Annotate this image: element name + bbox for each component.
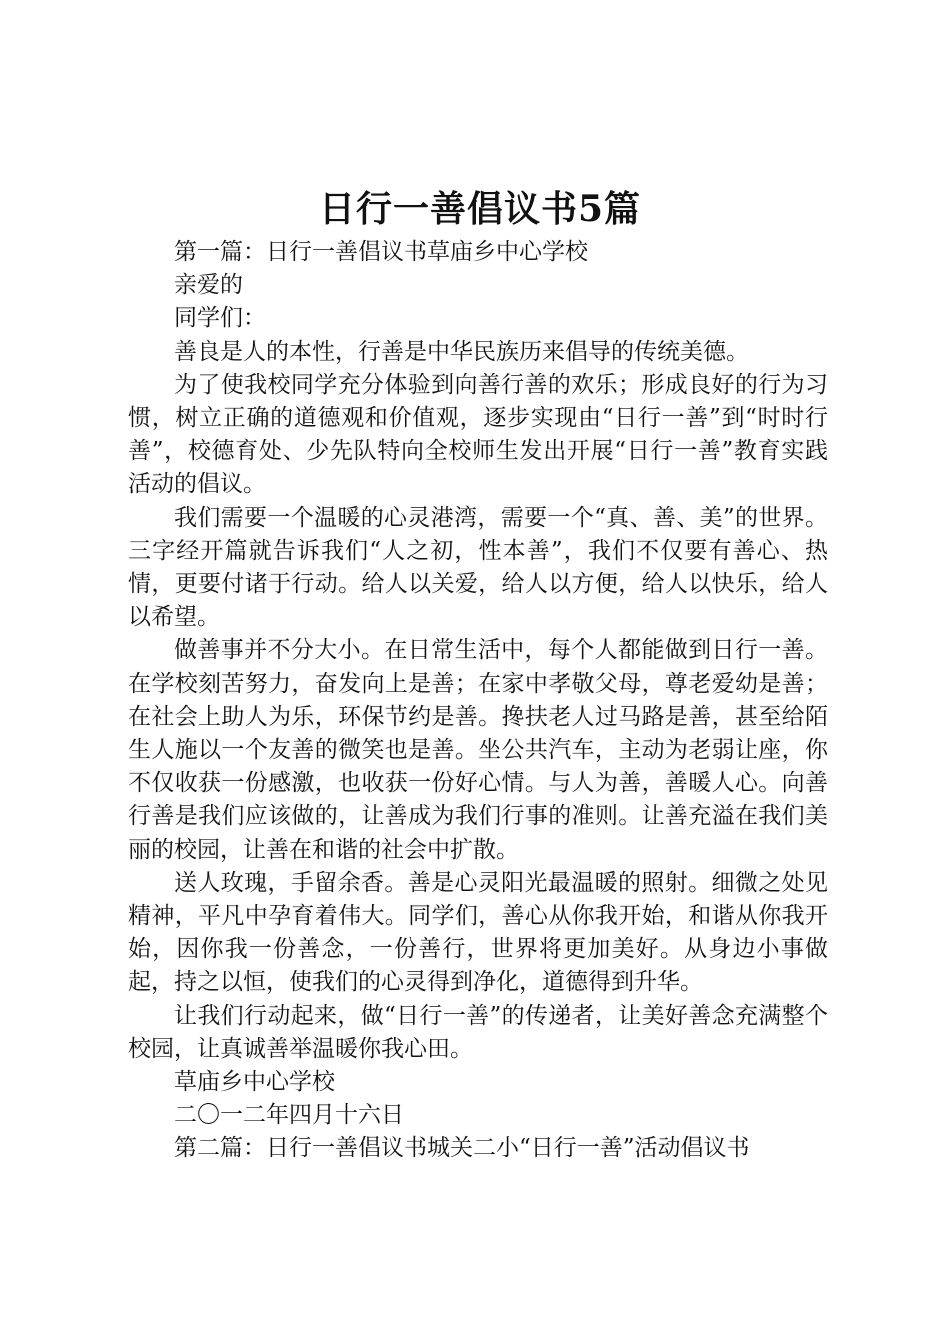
paragraph: 做善事并不分大小。在日常生活中，每个人都能做到日行一善。在学校刻苦努力，奋发向上是善；在家中孝敬父母，尊老爱幼是善；在社会上助人为乐，环保节约是善。搀扶老人过马路是善，甚至给陌生人施以一个友善的微笑也是善。坐公共汽车，主动为老弱让座，你不仅收获一份感激，也收获一份好心情。与人为善，善暖人心。向善行善是我们应该做的，让善成为我们行事的准则。让善充溢在我们美丽的校园，让善在和谐的社会中扩散。: [128, 637, 828, 863]
signature-date: 二〇一二年四月十六日: [174, 1102, 404, 1129]
document-body: [128, 236, 828, 1166]
paragraph: 送人玫瑰，手留余香。善是心灵阳光最温暖的照射。细微之处见精神，平凡中孕育着伟大。同学们，善心从你我开始，和谐从你我开始，因你我一份善念，一份善行，世界将更加美好。从身边小事做起，持之以恒，使我们的心灵得到净化，道德得到升华。: [128, 869, 828, 996]
paragraph: 为了使我校同学充分体验到向善行善的欢乐；形成良好的行为习惯，树立正确的道德观和价值观，逐步实现由“日行一善”到“时时行善”，校德育处、少先队特向全校师生发出开展“日行一善”教育实践活动的倡议。: [128, 371, 828, 498]
paragraph-greeting-line-1: 亲爱的: [174, 272, 243, 299]
signature-school: 草庙乡中心学校: [174, 1069, 335, 1096]
document-title: 日行一善倡议书5篇: [318, 188, 642, 230]
paragraph-section-heading-1: 第一篇：日行一善倡议书草庙乡中心学校: [174, 239, 588, 265]
paragraph: 善良是人的本性，行善是中华民族历来倡导的传统美德。: [174, 338, 749, 365]
paragraph: 我们需要一个温暖的心灵港湾，需要一个“真、善、美”的世界。三字经开篇就告诉我们“人之初，性本善”，我们不仅要有善心、热情，更要付诸于行动。给人以关爱，给人以方便，给人以快乐，给人以希望。: [128, 504, 828, 631]
paragraph-section-heading-2: 第二篇：日行一善倡议书城关二小“日行一善”活动倡议书: [174, 1135, 750, 1162]
paragraph-greeting-line-2: 同学们：: [174, 305, 266, 332]
paragraph: 让我们行动起来，做“日行一善”的传递者，让美好善念充满整个校园，让真诚善举温暖你我心田。: [128, 1002, 828, 1062]
